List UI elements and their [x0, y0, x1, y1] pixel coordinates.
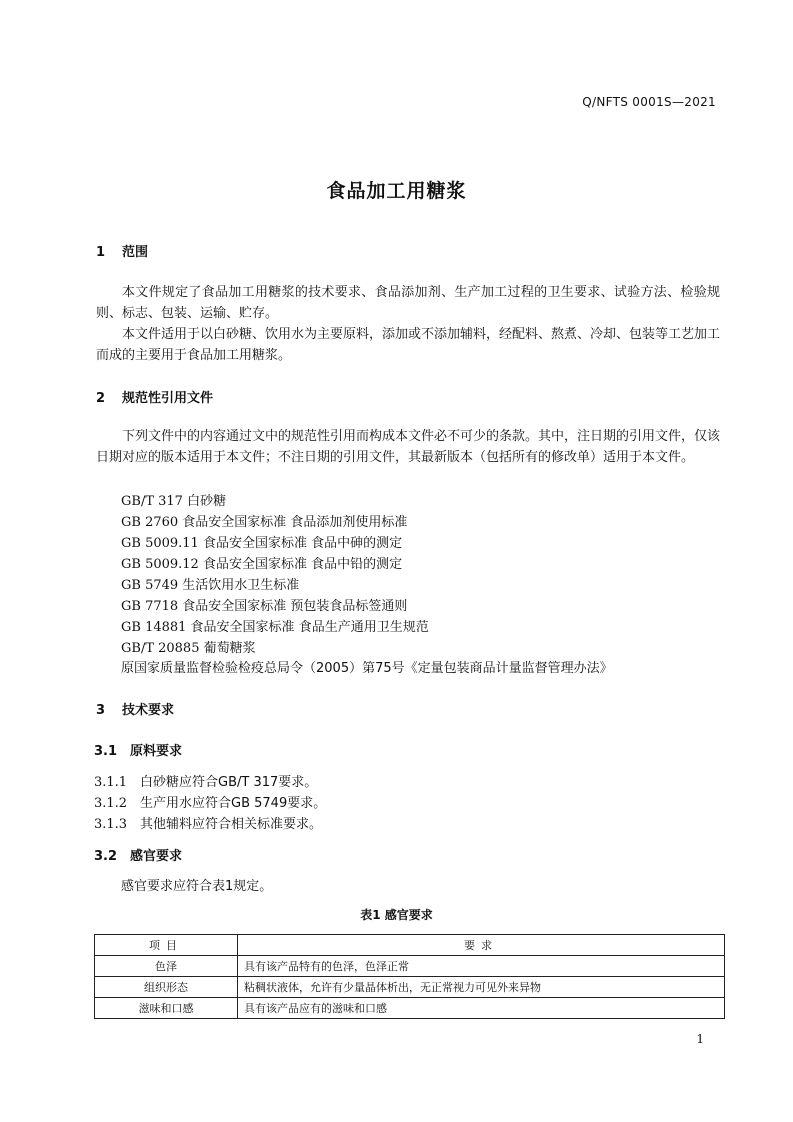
- table-header-row: [95, 935, 725, 956]
- section-3-heading: [96, 699, 174, 718]
- paragraph: 本文件适用于以白砂糖、饮用水为主要原料，添加或不添加辅料，经配料、熬煮、冷却、包装等工艺加工而成的主要用于食品加工用糖浆。: [96, 327, 721, 363]
- reference-item: GB 5009.12 食品安全国家标准 食品中铅的测定: [121, 557, 403, 572]
- subsection-number: 3.1: [94, 744, 118, 759]
- section-number: 1: [96, 245, 106, 260]
- section-number: 3: [96, 703, 106, 718]
- subsection-number: 3.2: [94, 849, 118, 864]
- reference-item: GB 2760 食品安全国家标准 食品添加剂使用标准: [121, 515, 408, 530]
- item-number: 3.1.1: [94, 775, 128, 790]
- reference-item: GB 7718 食品安全国家标准 预包装食品标签通则: [121, 599, 408, 614]
- reference-item: GB/T 20885 葡萄糖浆: [121, 641, 256, 656]
- table-cell: 组织形态: [95, 977, 238, 998]
- sensory-requirements-table: [94, 934, 725, 1019]
- requirement-item: [94, 813, 322, 832]
- item-number: 3.1.3: [94, 817, 128, 832]
- column-header-item: 项目: [95, 935, 238, 956]
- section-title: 范围: [122, 245, 149, 260]
- table-cell: 色泽: [95, 956, 238, 977]
- reference-item: GB 14881 食品安全国家标准 食品生产通用卫生规范: [121, 620, 429, 635]
- reference-item: GB 5009.11 食品安全国家标准 食品中砷的测定: [121, 536, 403, 551]
- reference-item: 原国家质量监督检验检疫总局令（2005）第75号《定量包装商品计量监督管理办法》: [121, 661, 613, 676]
- section-title: 规范性引用文件: [122, 391, 214, 406]
- subsection-3-1-heading: [94, 740, 182, 759]
- section-title: 技术要求: [122, 703, 175, 718]
- table-row: [95, 956, 725, 977]
- reference-item: GB 5749 生活饮用水卫生标准: [121, 578, 300, 593]
- table-cell: 具有该产品特有的色泽，色泽正常: [238, 956, 725, 977]
- page-number: 1: [696, 1032, 704, 1046]
- section-number: 2: [96, 391, 106, 406]
- paragraph: 感官要求应符合表1规定。: [121, 879, 273, 894]
- paragraph: 下列文件中的内容通过文中的规范性引用而构成本文件必不可少的条款。其中，注日期的引用文件，仅该日期对应的版本适用于本文件；不注日期的引用文件，其最新版本（包括所有的修改单）适用于本文件。: [96, 429, 721, 465]
- subsection-3-2-heading: [94, 845, 182, 864]
- subsection-title: 原料要求: [130, 744, 183, 759]
- page-title: 食品加工用糖浆: [326, 180, 467, 202]
- paragraph: 本文件规定了食品加工用糖浆的技术要求、食品添加剂、生产加工过程的卫生要求、试验方法、检验规则、标志、包装、运输、贮存。: [96, 285, 720, 321]
- item-number: 3.1.2: [94, 796, 128, 811]
- table-row: [95, 998, 725, 1019]
- document-code: Q/NFTS 0001S—2021: [582, 95, 716, 109]
- item-text: 生产用水应符合GB 5749要求。: [140, 796, 327, 811]
- table-row: [95, 977, 725, 998]
- subsection-title: 感官要求: [130, 849, 183, 864]
- item-text: 其他辅料应符合相关标准要求。: [140, 817, 323, 832]
- table-caption: 表1 感官要求: [360, 908, 433, 922]
- reference-item: GB/T 317 白砂糖: [121, 494, 227, 509]
- section-2-heading: [96, 387, 213, 406]
- section-1-heading: [96, 241, 148, 260]
- table-cell: 具有该产品应有的滋味和口感: [238, 998, 725, 1019]
- item-text: 白砂糖应符合GB/T 317要求。: [140, 775, 318, 790]
- requirement-item: [94, 792, 326, 811]
- table-cell: 粘稠状液体，允许有少量晶体析出，无正常视力可见外来异物: [238, 977, 725, 998]
- table-cell: 滋味和口感: [95, 998, 238, 1019]
- requirement-item: [94, 771, 317, 790]
- column-header-requirement: 要求: [238, 935, 725, 956]
